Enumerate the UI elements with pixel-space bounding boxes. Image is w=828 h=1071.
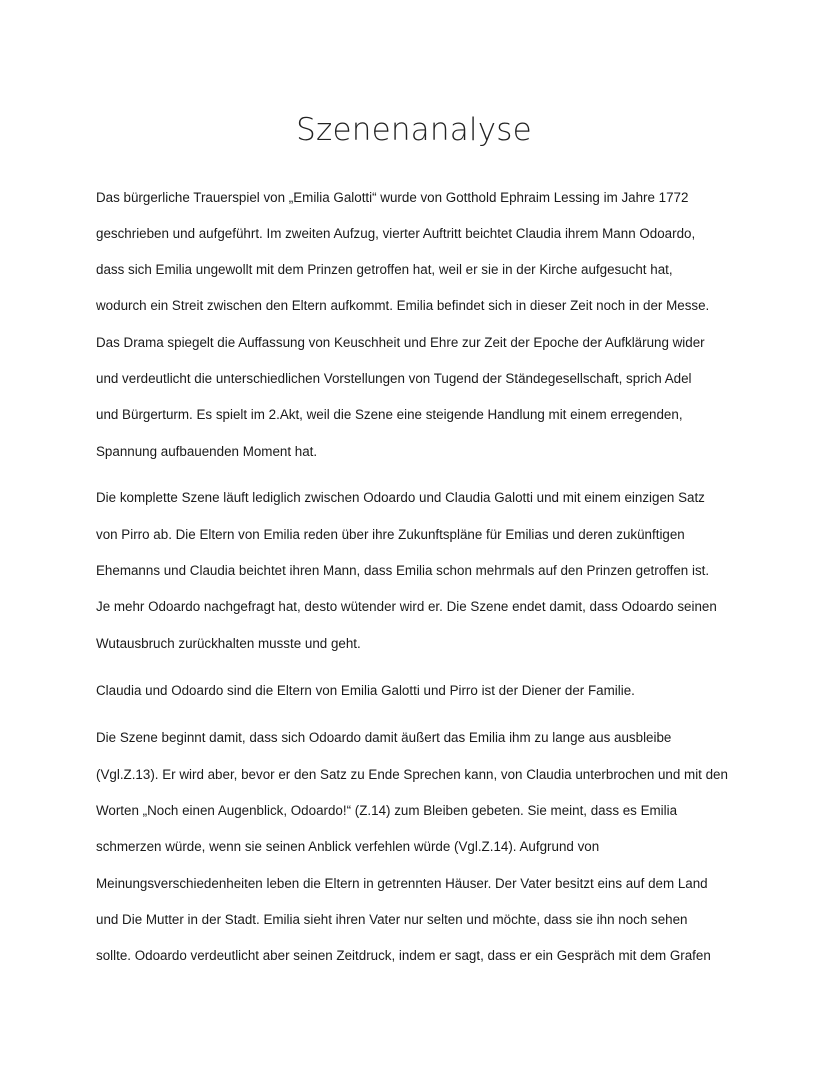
text-line: schmerzen würde, wenn sie seinen Anblick verfehlen würde (Vgl.Z.14). Aufgrund von xyxy=(96,839,600,854)
text-line: Wutausbruch zurückhalten musste und geht. xyxy=(96,636,361,651)
text-line: geschrieben und aufgeführt. Im zweiten Aufzug, vierter Auftritt beichtet Claudia ihrem Mann Odoardo, xyxy=(96,226,696,241)
text-line: dass sich Emilia ungewollt mit dem Prinzen getroffen hat, weil er sie in der Kirche aufgesucht hat, xyxy=(96,262,673,277)
text-line: von Pirro ab. Die Eltern von Emilia reden über ihre Zukunftspläne für Emilias und deren zukünftigen xyxy=(96,527,685,542)
text-line: Ehemanns und Claudia beichtet ihren Mann, dass Emilia schon mehrmals auf den Prinzen getroffen ist. xyxy=(96,563,710,578)
text-line: Claudia und Odoardo sind die Eltern von Emilia Galotti und Pirro ist der Diener der Familie. xyxy=(96,683,635,698)
text-line: Meinungsverschiedenheiten leben die Eltern in getrennten Häuser. Der Vater besitzt eins auf dem Land xyxy=(96,876,708,891)
text-line: Je mehr Odoardo nachgefragt hat, desto wütender wird er. Die Szene endet damit, dass Odoardo seinen xyxy=(96,599,717,614)
text-line: Die komplette Szene läuft lediglich zwischen Odoardo und Claudia Galotti und mit einem einzigen Satz xyxy=(96,490,705,505)
page-title: Szenenanalyse xyxy=(296,112,532,148)
text-line: wodurch ein Streit zwischen den Eltern aufkommt. Emilia befindet sich in dieser Zeit noch in der Messe. xyxy=(96,298,710,313)
text-line: Worten „Noch einen Augenblick, Odoardo!“ (Z.14) zum Bleiben gebeten. Sie meint, dass es Emilia xyxy=(96,803,678,818)
text-line: und Die Mutter in der Stadt. Emilia sieht ihren Vater nur selten und möchte, dass sie ihn noch sehen xyxy=(96,912,688,927)
text-line: Das Drama spiegelt die Auffassung von Keuschheit und Ehre zur Zeit der Epoche der Aufklärung wider xyxy=(96,335,705,350)
text-line: und Bürgerturm. Es spielt im 2.Akt, weil die Szene eine steigende Handlung mit einem erregenden, xyxy=(96,407,683,422)
text-line: Das bürgerliche Trauerspiel von „Emilia Galotti“ wurde von Gotthold Ephraim Lessing im Jahre 1772 xyxy=(96,190,689,205)
text-line: Spannung aufbauenden Moment hat. xyxy=(96,444,318,459)
text-line: sollte. Odoardo verdeutlicht aber seinen Zeitdruck, indem er sagt, dass er ein Gespräch mit dem Grafen xyxy=(96,948,711,963)
text-line: Die Szene beginnt damit, dass sich Odoardo damit äußert das Emilia ihm zu lange aus ausbleibe xyxy=(96,730,672,745)
text-line: und verdeutlicht die unterschiedlichen Vorstellungen von Tugend der Ständegesellschaft, sprich Adel xyxy=(96,371,692,386)
text-line: (Vgl.Z.13). Er wird aber, bevor er den Satz zu Ende Sprechen kann, von Claudia unterbrochen und mit den xyxy=(96,767,728,782)
